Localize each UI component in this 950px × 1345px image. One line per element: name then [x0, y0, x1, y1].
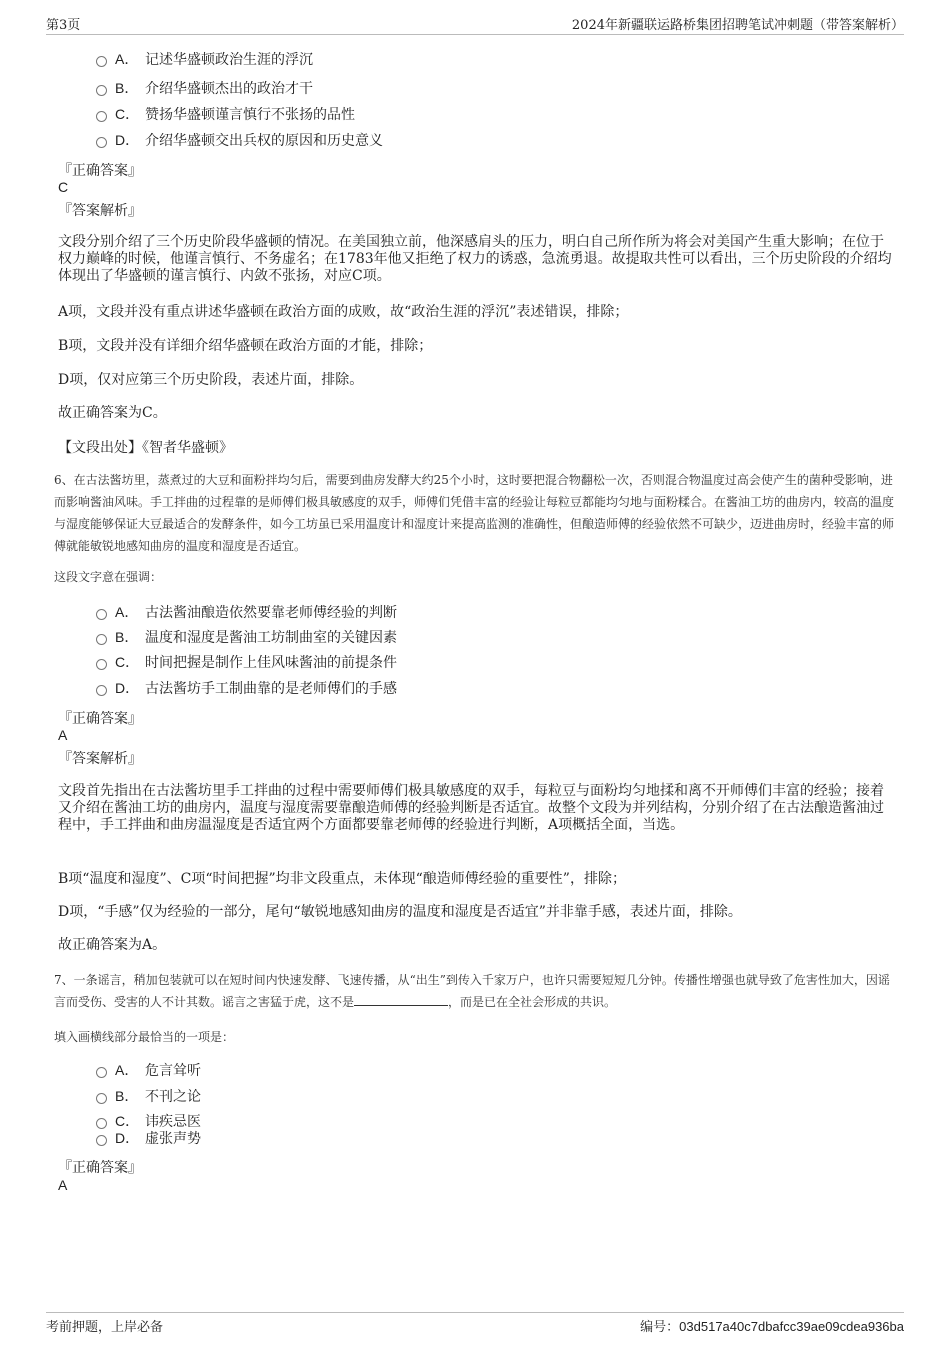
radio-icon[interactable]	[96, 1093, 107, 1104]
q6-answer: A	[58, 727, 68, 743]
q5-analysis-paragraph: 文段分别介绍了三个历史阶段华盛顿的情况。在美国独立前，他深感肩头的压力，明白自己所作所为将会对美国产生重大影响；在位于权力巅峰的时候，他谨言慎行、不务虚名；在1783年他又拒绝了权力的诱惑，急流勇退。故提取共性可以看出，三个历史阶段的介绍均体现出了华盛顿的谨言慎行、内敛不张扬，对应C项。	[58, 234, 892, 284]
radio-icon[interactable]	[96, 685, 107, 696]
q6-analysis-conclusion: 故正确答案为A。	[58, 937, 167, 953]
q7-option-a[interactable]: A． 危言耸听	[96, 1060, 201, 1080]
radio-icon[interactable]	[96, 1067, 107, 1078]
q7-option-c[interactable]: C． 讳疾忌医	[96, 1111, 201, 1131]
q5-option-b[interactable]: B． 介绍华盛顿杰出的政治才干	[96, 78, 313, 98]
q5-option-d[interactable]: D． 介绍华盛顿交出兵权的原因和历史意义	[96, 130, 383, 150]
document-title: 2024年新疆联运路桥集团招聘笔试冲刺题（带答案解析）	[571, 18, 904, 33]
q5-analysis-paragraph: D项，仅对应第三个历史阶段，表述片面，排除。	[58, 372, 364, 388]
q6-option-d[interactable]: D． 古法酱坊手工制曲靠的是老师傅们的手感	[96, 678, 397, 698]
page-number: 第3页	[46, 18, 81, 33]
radio-icon[interactable]	[96, 609, 107, 620]
document-code: 编号：03d517a40c7dbafcc39ae09cdea936ba	[640, 1319, 904, 1335]
radio-icon[interactable]	[96, 634, 107, 645]
footer-slogan: 考前押题，上岸必备	[46, 1320, 164, 1335]
q5-analysis-label: 『答案解析』	[58, 203, 142, 219]
q6-option-c[interactable]: C． 时间把握是制作上佳风味酱油的前提条件	[96, 652, 397, 672]
radio-icon[interactable]	[96, 1118, 107, 1129]
radio-icon[interactable]	[96, 111, 107, 122]
q7-answer-label: 『正确答案』	[58, 1160, 142, 1176]
q6-analysis-paragraph: B项“温度和湿度”、C项“时间把握”均非文段重点，未体现“酿造师傅经验的重要性”，排除；	[58, 871, 626, 887]
q5-analysis-conclusion: 故正确答案为C。	[58, 405, 167, 421]
q7-option-b[interactable]: B． 不刊之论	[96, 1086, 201, 1106]
q5-source: 【文段出处】《智者华盛顿》	[58, 440, 233, 456]
q5-option-c[interactable]: C． 赞扬华盛顿谨言慎行不张扬的品性	[96, 104, 355, 124]
q6-answer-label: 『正确答案』	[58, 711, 142, 727]
q6-analysis-label: 『答案解析』	[58, 751, 142, 767]
q5-answer: C	[58, 179, 69, 195]
page-footer	[46, 1312, 904, 1337]
q7-answer: A	[58, 1177, 68, 1193]
q6-prompt: 这段文字意在强调：	[54, 570, 163, 584]
q6-question-text: 6、在古法酱坊里，蒸煮过的大豆和面粉拌均匀后，需要到曲房发酵大约25个小时，这时要把混合物翻松一次，否则混合物温度过高会使产生的菌种受影响，进而影响酱油风味。手工拌曲的过程靠的是师傅们极具敏感度的双手，师傅们凭借丰富的经验让每粒豆都能均匀地与面粉糅合。在酱油工坊的曲房内，较高的温度与湿度能够保证大豆最适合的发酵条件，如今工坊虽已采用温度计和湿度计来提高监测的准确性，但酿造师傅的经验依然不可缺少，迈进曲房时，经验丰富的师傅就能敏锐地感知曲房的温度和湿度是否适宜。	[54, 473, 895, 553]
radio-icon[interactable]	[96, 137, 107, 148]
q5-option-a[interactable]: A． 记述华盛顿政治生涯的浮沉	[96, 49, 313, 69]
q5-analysis-paragraph: B项，文段并没有详细介绍华盛顿在政治方面的才能，排除；	[58, 338, 433, 354]
q5-answer-label: 『正确答案』	[58, 163, 142, 179]
q5-analysis-paragraph: A项，文段并没有重点讲述华盛顿在政治方面的成败，故“政治生涯的浮沉”表述错误，排除；	[58, 304, 629, 320]
page-header	[46, 14, 904, 35]
q7-option-d[interactable]: D． 虚张声势	[96, 1128, 201, 1148]
q7-prompt: 填入画横线部分最恰当的一项是：	[54, 1030, 235, 1044]
q7-question-text: 7、一条谣言，稍加包装就可以在短时间内快速发酵、飞速传播，从“出生”到传入千家万户，也许只需要短短几分钟。传播性增强也就导致了危害性加大，因谣言而受伤、受害的人不计其数。谣言之害猛于虎，这不是 ，而是已在全社会形成的共识。	[54, 973, 890, 1009]
radio-icon[interactable]	[96, 85, 107, 96]
q6-analysis-paragraph: D项，“手感”仅为经验的一部分，尾句“敏锐地感知曲房的温度和湿度是否适宜”并非靠手感，表述片面，排除。	[58, 904, 742, 920]
q6-option-a[interactable]: A． 古法酱油酿造依然要靠老师傅经验的判断	[96, 602, 397, 622]
radio-icon[interactable]	[96, 56, 107, 67]
q6-option-b[interactable]: B． 温度和湿度是酱油工坊制曲室的关键因素	[96, 627, 397, 647]
fill-blank	[354, 992, 448, 1006]
radio-icon[interactable]	[96, 659, 107, 670]
radio-icon[interactable]	[96, 1135, 107, 1146]
q6-analysis-paragraph: 文段首先指出在古法酱坊里手工拌曲的过程中需要师傅们极具敏感度的双手，每粒豆与面粉均匀地揉和离不开师傅们丰富的经验；接着又介绍在酱油工坊的曲房内，温度与湿度需要靠酿造师傅的经验判断是否适宜。故整个文段为并列结构，分别介绍了在古法酿造酱油过程中，手工拌曲和曲房温湿度是否适宜两个方面都要靠老师傅的经验进行判断，A项概括全面，当选。	[58, 783, 884, 833]
